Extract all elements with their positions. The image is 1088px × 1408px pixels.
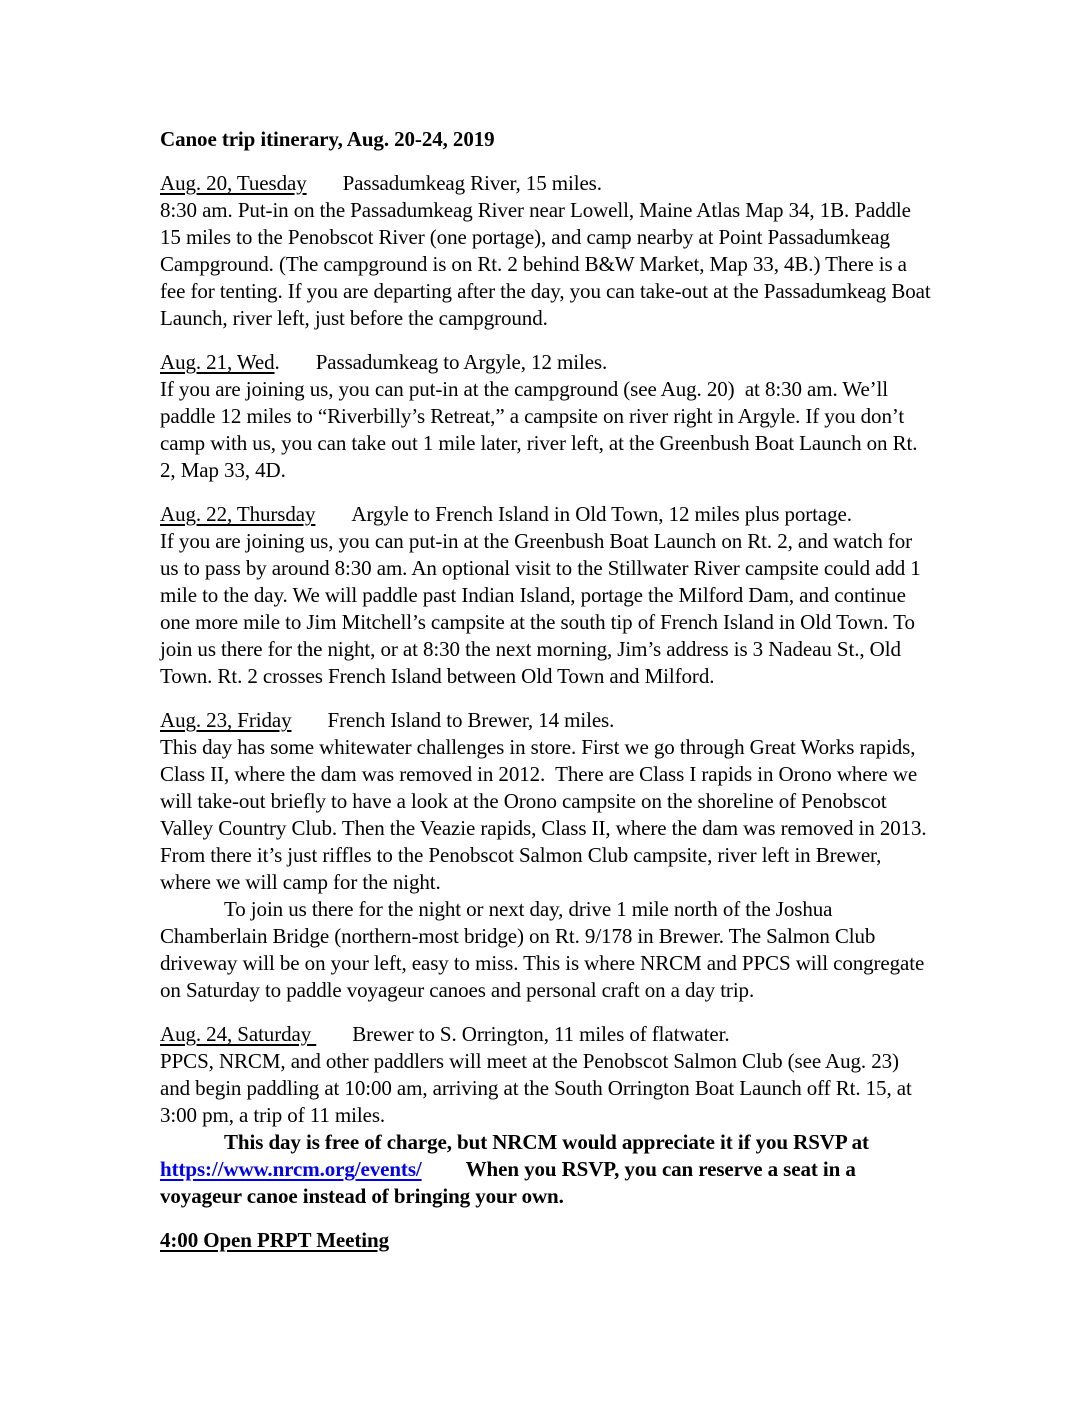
section-summary: Argyle to French Island in Old Town, 12 miles plus portage. <box>351 502 852 526</box>
section-heading-line <box>160 349 932 376</box>
meeting-note-line <box>160 1227 932 1254</box>
section-paragraph: 8:30 am. Put-in on the Passadumkeag River near Lowell, Maine Atlas Map 34, 1B. Paddle 15 miles to the Penobscot River (one portage), and camp nearby at Point Passadumkeag Campground. (The campground is on Rt. 2 behind B&W Market, Map 33, 4B.) There is a fee for tenting. If you are departing after the day, you can take-out at the Passadumkeag Boat Launch, river left, just before the campground. <box>160 198 936 330</box>
section-date-heading: Aug. 21, Wed <box>160 350 275 374</box>
section-heading-line <box>160 707 932 734</box>
section-paragraph: If you are joining us, you can put-in at the Greenbush Boat Launch on Rt. 2, and watch for us to pass by around 8:30 am. An optional visit to the Stillwater River campsite could add 1 mile to the day. We will paddle past Indian Island, portage the Milford Dam, and continue one more mile to Jim Mitchell’s campsite at the south tip of French Island in Old Town. To join us there for the night, or at 8:30 the next morning, Jim’s address is 3 Nadeau St., Old Town. Rt. 2 crosses French Island between Old Town and Milford. <box>160 529 926 688</box>
itinerary-section-aug-20 <box>160 170 936 332</box>
rsvp-intro-line: This day is free of charge, but NRCM would appreciate it if you RSVP at <box>224 1130 869 1154</box>
rsvp-link-line <box>160 1156 932 1210</box>
section-paragraph: PPCS, NRCM, and other paddlers will meet at the Penobscot Salmon Club (see Aug. 23) and begin paddling at 10:00 am, arriving at the South Orrington Boat Launch off Rt. 15, at 3:00 pm, a trip of 11 miles. <box>160 1049 917 1127</box>
itinerary-section-aug-22 <box>160 501 932 690</box>
section-heading-line <box>160 501 932 528</box>
rsvp-after-link-text: When you RSVP, you can reserve a seat in a voyageur canoe instead of bringing your own. <box>160 1157 861 1208</box>
itinerary-section-aug-21 <box>160 349 932 484</box>
rsvp-link[interactable]: https://www.nrcm.org/events/ <box>160 1157 422 1181</box>
section-summary: French Island to Brewer, 14 miles. <box>327 708 615 732</box>
section-summary: Brewer to S. Orrington, 11 miles of flatwater. <box>352 1022 730 1046</box>
section-date-heading: Aug. 20, Tuesday <box>160 171 307 195</box>
itinerary-section-aug-24 <box>160 1021 932 1210</box>
document-title: Canoe trip itinerary, Aug. 20-24, 2019 <box>160 127 495 151</box>
section-date-heading: Aug. 24, Saturday <box>160 1022 317 1046</box>
meeting-note: 4:00 Open PRPT Meeting <box>160 1228 389 1252</box>
section-paragraph-indented: To join us there for the night or next day, drive 1 mile north of the Joshua Chamberlain Bridge (northern-most bridge) on Rt. 9/178 in Brewer. The Salmon Club driveway will be on your left, easy to miss. This is where NRCM and PPCS will congregate on Saturday to paddle voyageur canoes and personal craft on a day trip. <box>160 897 930 1002</box>
section-heading-line <box>160 170 932 197</box>
document-content <box>160 126 936 1254</box>
section-date-heading: Aug. 23, Friday <box>160 708 292 732</box>
section-date-heading: Aug. 22, Thursday <box>160 502 316 526</box>
section-summary: Passadumkeag to Argyle, 12 miles. <box>315 350 608 374</box>
section-paragraph: If you are joining us, you can put-in at the campground (see Aug. 20) at 8:30 am. We’ll paddle 12 miles to “Riverbilly’s Retreat,” a campsite on river right in Argyle. If you don’t camp with us, you can take out 1 mile later, river left, at the Greenbush Boat Launch on Rt. 2, Map 33, 4D. <box>160 377 923 482</box>
itinerary-section-aug-23 <box>160 707 932 1004</box>
section-heading-line <box>160 1021 932 1048</box>
section-date-separator: . <box>274 350 280 374</box>
section-paragraph: This day has some whitewater challenges in store. First we go through Great Works rapids, Class II, where the dam was removed in 2012. There are Class I rapids in Orono where we will take-out briefly to have a look at the Orono campsite on the shoreline of Penobscot Valley Country Club. Then the Veazie rapids, Class II, where the dam was removed in 2013. From there it’s just riffles to the Penobscot Salmon Club campsite, river left in Brewer, where we will camp for the night. <box>160 735 932 894</box>
section-summary: Passadumkeag River, 15 miles. <box>342 171 602 195</box>
